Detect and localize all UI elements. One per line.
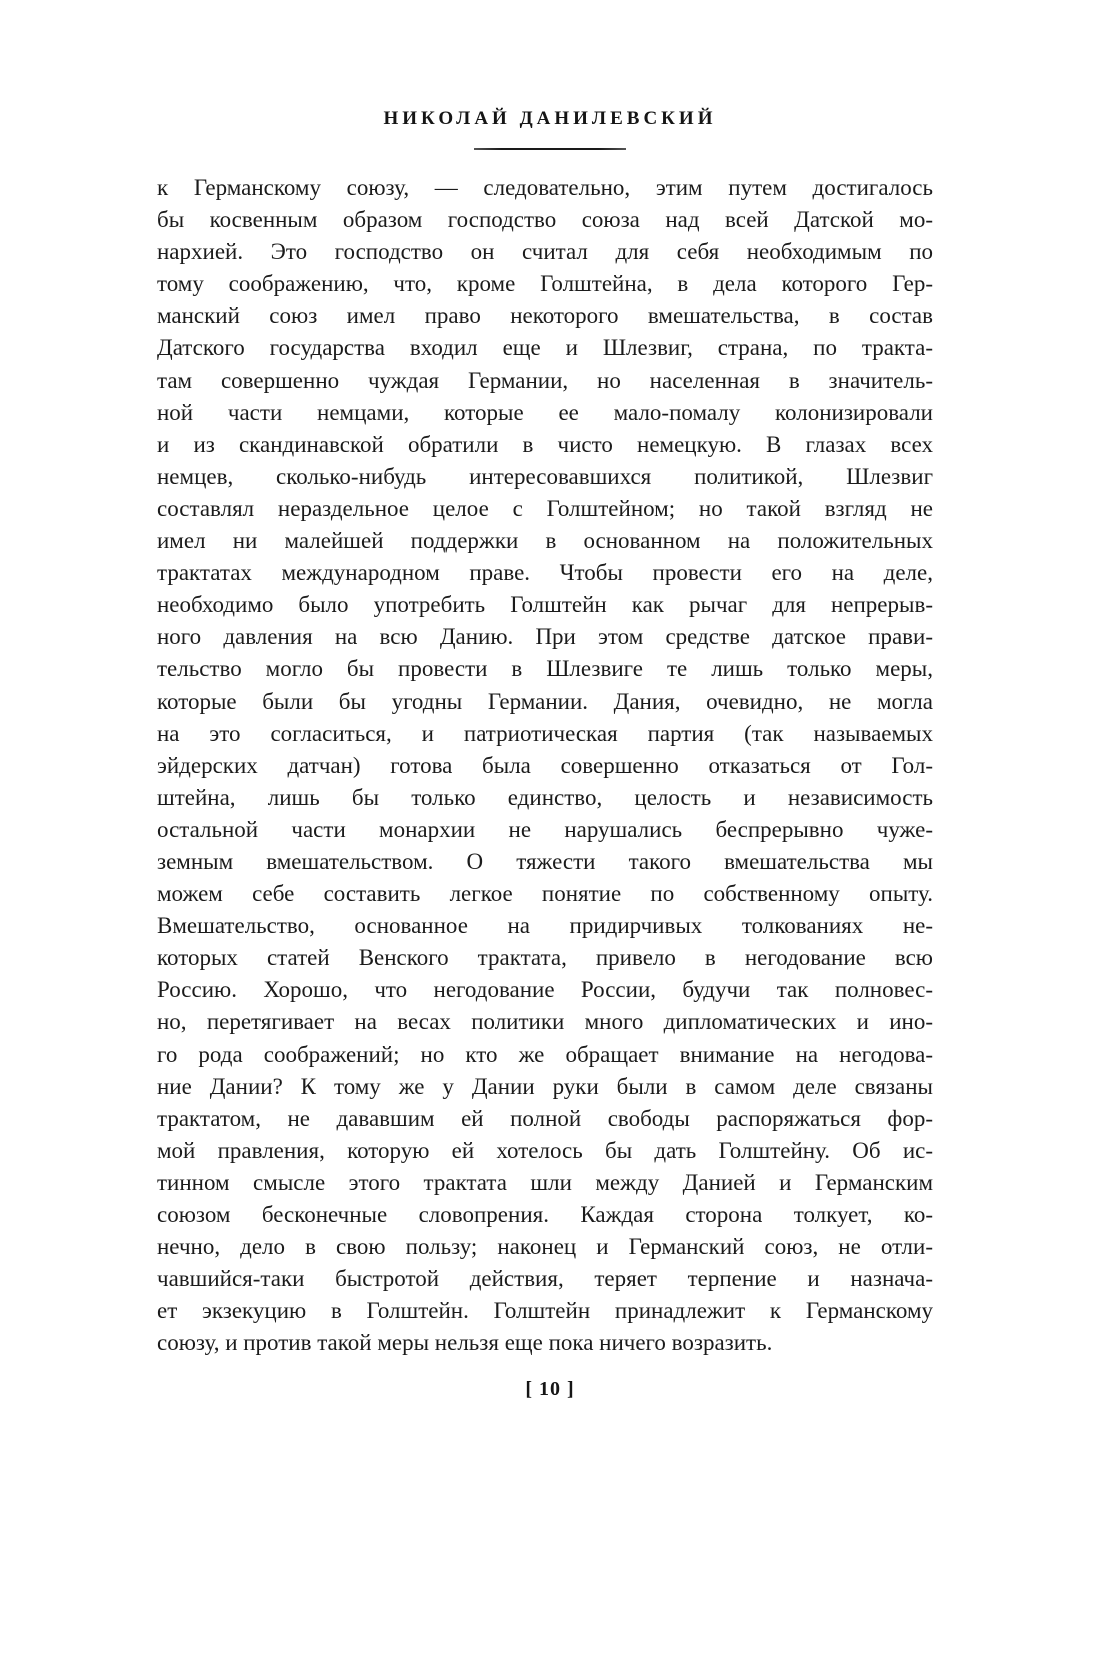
- body-line: на это согласиться, и патриотическая партия (так называемых: [157, 720, 933, 746]
- body-line: которые были бы угодны Германии. Дания, очевидно, не могла: [157, 688, 933, 714]
- body-line: нархией. Это господство он считал для себя необходимым по: [157, 239, 933, 265]
- body-line: там совершенно чуждая Германии, но населенная в значитель-: [157, 367, 933, 393]
- body-line: бы косвенным образом господство союза над всей Датской мо-: [157, 207, 933, 233]
- body-line: тельство могло бы провести в Шлезвиге те лишь только меры,: [157, 656, 933, 682]
- body-line: Вмешательство, основанное на придирчивых толкованиях не-: [157, 913, 933, 939]
- body-line: но, перетягивает на весах политики много дипломатических и ино-: [157, 1009, 933, 1035]
- running-head-author: НИКОЛАЙ ДАНИЛЕВСКИЙ: [383, 108, 717, 129]
- body-line: можем себе составить легкое понятие по собственному опыту.: [157, 881, 933, 907]
- header-divider-rule: [474, 148, 626, 150]
- body-line: ние Дании? К тому же у Дании руки были в самом деле связаны: [157, 1073, 933, 1099]
- body-line: Датского государства входил еще и Шлезвиг, страна, по тракта-: [157, 335, 933, 361]
- body-line: Россию. Хорошо, что негодование России, будучи так полновес-: [157, 977, 933, 1003]
- body-line: и из скандинавской обратили в чисто немецкую. В глазах всех: [157, 431, 933, 457]
- body-text: [157, 172, 933, 1359]
- body-line: трактатом, не дававшим ей полной свободы распоряжаться фор-: [157, 1105, 933, 1131]
- body-line: составлял нераздельное целое с Голштейном; но такой взгляд не: [157, 495, 933, 521]
- body-line: ного давления на всю Данию. При этом средстве датское прави-: [157, 624, 933, 650]
- body-line: которых статей Венского трактата, привело в негодование всю: [157, 945, 933, 971]
- body-line: ной части немцами, которые ее мало-помалу колонизировали: [157, 399, 933, 425]
- body-line: эйдерских датчан) готова была совершенно отказаться от Гол-: [157, 752, 933, 778]
- body-line: тинном смысле этого трактата шли между Данией и Германским: [157, 1169, 933, 1195]
- body-line: мой правления, которую ей хотелось бы дать Голштейну. Об ис-: [157, 1137, 933, 1163]
- body-line: необходимо было употребить Голштейн как рычаг для непрерыв-: [157, 592, 933, 618]
- body-line: тому соображению, что, кроме Голштейна, в дела которого Гер-: [157, 271, 933, 297]
- body-line: остальной части монархии не нарушались беспрерывно чуже-: [157, 816, 933, 842]
- body-line: земным вмешательством. О тяжести такого вмешательства мы: [157, 848, 933, 874]
- body-line: немцев, сколько-нибудь интересовавшихся политикой, Шлезвиг: [157, 463, 933, 489]
- body-line: штейна, лишь бы только единство, целость и независимость: [157, 784, 933, 810]
- body-line: чавшийся-таки быстротой действия, теряет терпение и назнача-: [157, 1266, 933, 1292]
- body-line: союзом бесконечные словопрения. Каждая сторона толкует, ко-: [157, 1202, 933, 1227]
- body-line: нечно, дело в свою пользу; наконец и Германский союз, не отли-: [157, 1234, 933, 1260]
- body-line: ет экзекуцию в Голштейн. Голштейн принадлежит к Германскому: [157, 1298, 933, 1324]
- body-line: трактатах международном праве. Чтобы провести его на деле,: [157, 560, 933, 586]
- body-line: манский союз имел право некоторого вмешательства, в состав: [157, 303, 933, 329]
- body-line: союзу, и против такой меры нельзя еще пока ничего возразить.: [157, 1330, 773, 1356]
- body-line: имел ни малейшей поддержки в основанном на положительных: [157, 528, 933, 554]
- body-line: к Германскому союзу, — следовательно, этим путем достигалось: [157, 175, 933, 200]
- page-number: [ 10 ]: [525, 1378, 575, 1400]
- body-line: го рода соображений; но кто же обращает внимание на негодова-: [157, 1041, 933, 1067]
